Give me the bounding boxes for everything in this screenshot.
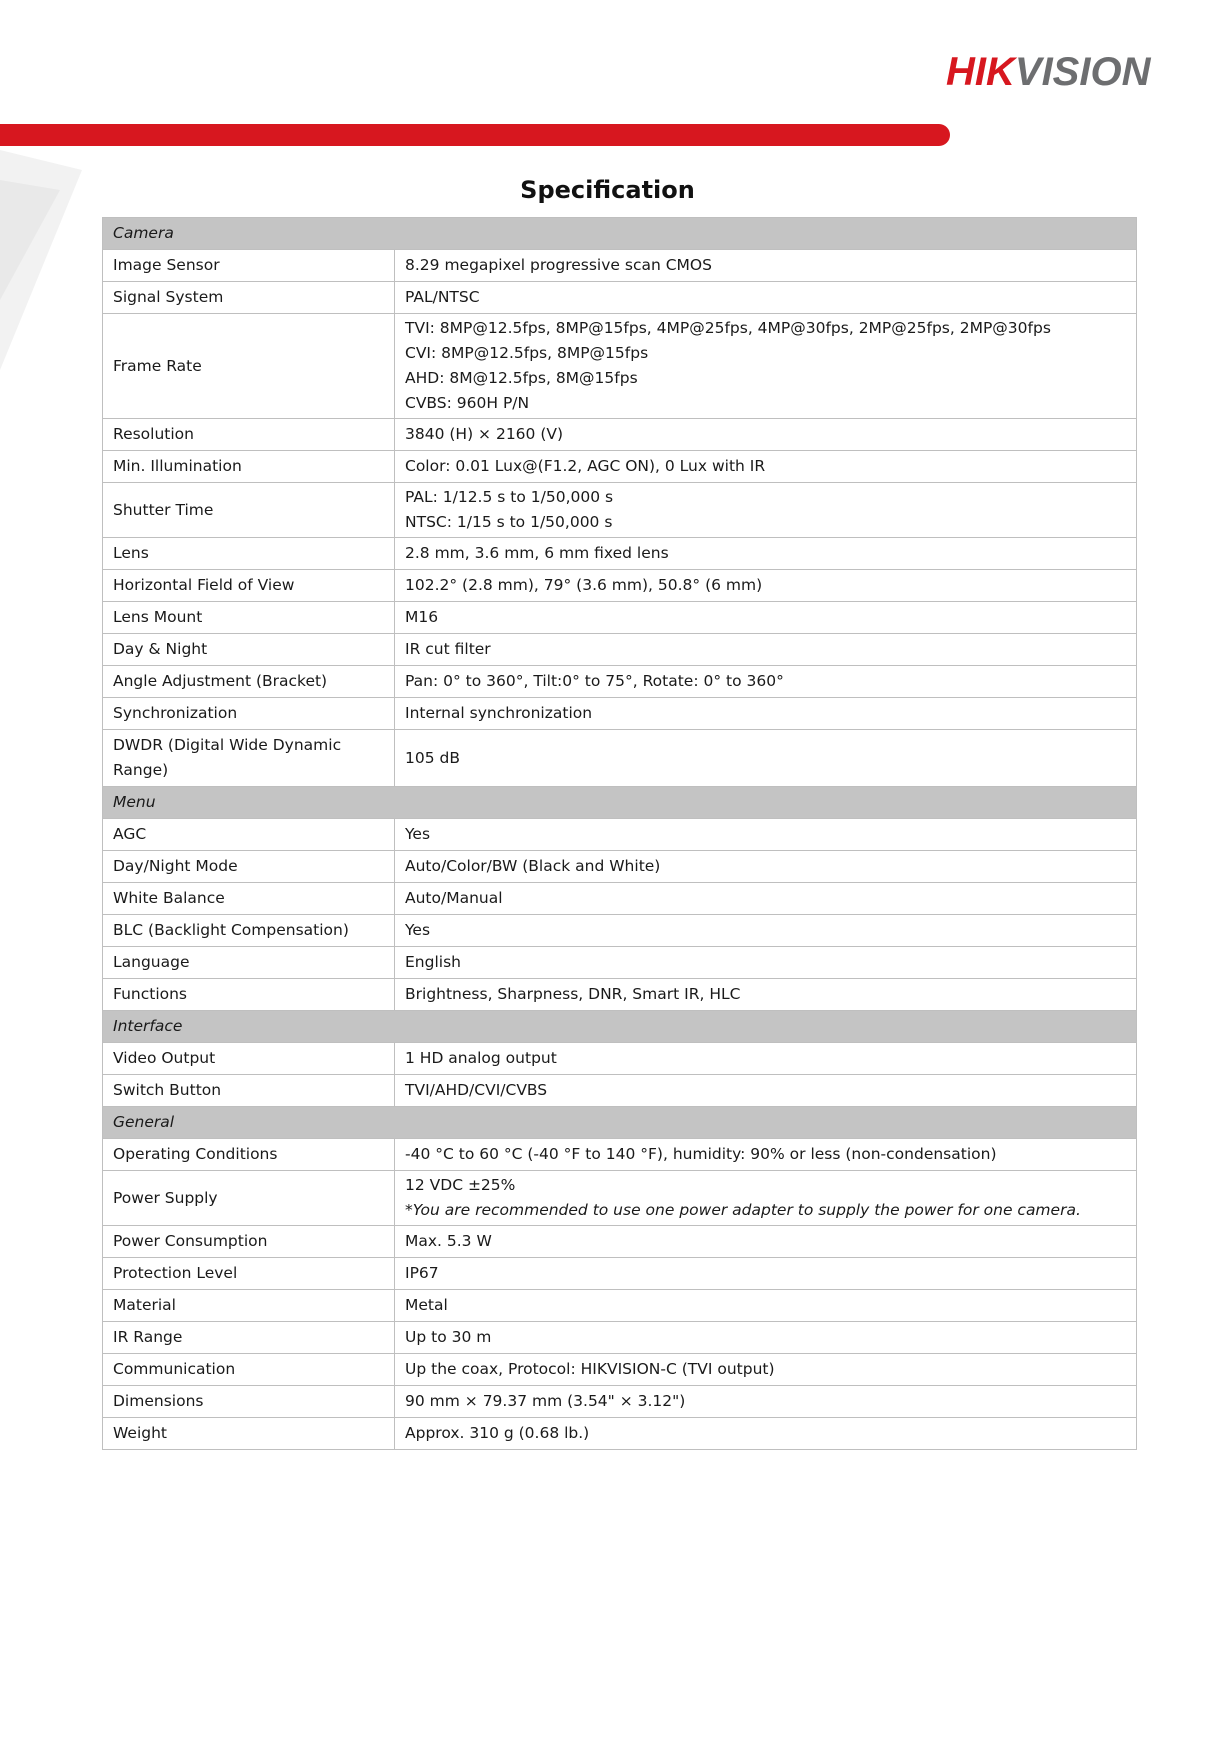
spec-value-cell bbox=[395, 915, 1137, 947]
spec-value-cell bbox=[395, 1139, 1137, 1171]
spec-row bbox=[103, 538, 1137, 570]
spec-row bbox=[103, 483, 1137, 538]
spec-row bbox=[103, 282, 1137, 314]
spec-row bbox=[103, 419, 1137, 451]
spec-value: PAL: 1/12.5 s to 1/50,000 s bbox=[405, 488, 614, 506]
spec-label: Day/Night Mode bbox=[103, 851, 395, 883]
spec-label: Resolution bbox=[103, 419, 395, 451]
spec-value-cell bbox=[395, 1386, 1137, 1418]
spec-label: Language bbox=[103, 947, 395, 979]
spec-label: BLC (Backlight Compensation) bbox=[103, 915, 395, 947]
spec-row bbox=[103, 250, 1137, 282]
spec-label: Day & Night bbox=[103, 634, 395, 666]
spec-label: Dimensions bbox=[103, 1386, 395, 1418]
spec-label: Power Supply bbox=[103, 1171, 395, 1226]
spec-value-cell bbox=[395, 1418, 1137, 1450]
spec-value-cell bbox=[395, 1354, 1137, 1386]
spec-value: 102.2° (2.8 mm), 79° (3.6 mm), 50.8° (6 mm) bbox=[405, 576, 763, 594]
section-header-row bbox=[103, 1011, 1137, 1043]
spec-value-cell bbox=[395, 538, 1137, 570]
header-red-bar bbox=[0, 124, 950, 146]
spec-row bbox=[103, 451, 1137, 483]
specification-table bbox=[102, 217, 1137, 1450]
spec-row bbox=[103, 666, 1137, 698]
spec-value: English bbox=[405, 953, 461, 971]
spec-row bbox=[103, 602, 1137, 634]
spec-label: Image Sensor bbox=[103, 250, 395, 282]
spec-value-cell bbox=[395, 698, 1137, 730]
section-header-row bbox=[103, 1107, 1137, 1139]
spec-label: IR Range bbox=[103, 1322, 395, 1354]
spec-value-cell bbox=[395, 634, 1137, 666]
spec-value-cell bbox=[395, 570, 1137, 602]
spec-value: IP67 bbox=[405, 1264, 439, 1282]
spec-value-cell bbox=[395, 1075, 1137, 1107]
spec-label: Communication bbox=[103, 1354, 395, 1386]
spec-row bbox=[103, 819, 1137, 851]
spec-row bbox=[103, 730, 1137, 787]
spec-value: IR cut filter bbox=[405, 640, 491, 658]
spec-label: AGC bbox=[103, 819, 395, 851]
spec-value: Up to 30 m bbox=[405, 1328, 492, 1346]
spec-row bbox=[103, 1043, 1137, 1075]
spec-value: Yes bbox=[405, 825, 431, 843]
spec-label: DWDR (Digital Wide Dynamic Range) bbox=[103, 730, 395, 787]
spec-value: Color: 0.01 Lux@(F1.2, AGC ON), 0 Lux with IR bbox=[405, 457, 766, 475]
spec-value-cell bbox=[395, 947, 1137, 979]
spec-row bbox=[103, 1075, 1137, 1107]
spec-row bbox=[103, 1354, 1137, 1386]
spec-label: Operating Conditions bbox=[103, 1139, 395, 1171]
spec-value-cell bbox=[395, 666, 1137, 698]
spec-value: Internal synchronization bbox=[405, 704, 593, 722]
spec-value: 1 HD analog output bbox=[405, 1049, 557, 1067]
spec-label: Switch Button bbox=[103, 1075, 395, 1107]
spec-value: Auto/Manual bbox=[405, 889, 503, 907]
spec-value-cell bbox=[395, 1290, 1137, 1322]
section-title: General bbox=[103, 1107, 1137, 1139]
section-header-row bbox=[103, 787, 1137, 819]
section-header-row bbox=[103, 218, 1137, 250]
spec-value: 105 dB bbox=[405, 748, 460, 767]
spec-note: *You are recommended to use one power adapter to supply the power for one camera. bbox=[405, 1201, 1081, 1219]
spec-label: White Balance bbox=[103, 883, 395, 915]
spec-value: 90 mm × 79.37 mm (3.54" × 3.12") bbox=[405, 1392, 686, 1410]
spec-value: Yes bbox=[405, 921, 431, 939]
spec-label: Lens bbox=[103, 538, 395, 570]
spec-label: Min. Illumination bbox=[103, 451, 395, 483]
spec-label: Power Consumption bbox=[103, 1226, 395, 1258]
spec-label: Signal System bbox=[103, 282, 395, 314]
spec-value: M16 bbox=[405, 608, 439, 626]
spec-row bbox=[103, 1322, 1137, 1354]
spec-label: Horizontal Field of View bbox=[103, 570, 395, 602]
section-title: Interface bbox=[103, 1011, 1137, 1043]
spec-value: CVBS: 960H P/N bbox=[405, 394, 530, 412]
spec-value-cell bbox=[395, 883, 1137, 915]
spec-value: TVI/AHD/CVI/CVBS bbox=[405, 1081, 548, 1099]
spec-value-cell bbox=[395, 1258, 1137, 1290]
spec-label: Protection Level bbox=[103, 1258, 395, 1290]
spec-value-cell bbox=[395, 419, 1137, 451]
spec-label: Functions bbox=[103, 979, 395, 1011]
spec-value: 3840 (H) × 2160 (V) bbox=[405, 425, 564, 443]
spec-row bbox=[103, 979, 1137, 1011]
spec-label: Lens Mount bbox=[103, 602, 395, 634]
spec-value: Up the coax, Protocol: HIKVISION-C (TVI output) bbox=[405, 1360, 775, 1378]
spec-row bbox=[103, 570, 1137, 602]
spec-value: CVI: 8MP@12.5fps, 8MP@15fps bbox=[405, 344, 649, 362]
spec-value-cell bbox=[395, 451, 1137, 483]
page-title: Specification bbox=[520, 176, 695, 204]
spec-value-cell bbox=[395, 602, 1137, 634]
logo-part-vision: VISION bbox=[1014, 50, 1151, 94]
spec-row bbox=[103, 883, 1137, 915]
spec-row bbox=[103, 1418, 1137, 1450]
spec-row bbox=[103, 1171, 1137, 1226]
spec-value-cell bbox=[395, 483, 1137, 538]
spec-value-cell bbox=[395, 1226, 1137, 1258]
spec-label: Angle Adjustment (Bracket) bbox=[103, 666, 395, 698]
spec-value: Approx. 310 g (0.68 lb.) bbox=[405, 1424, 590, 1442]
spec-label: Material bbox=[103, 1290, 395, 1322]
spec-row bbox=[103, 1258, 1137, 1290]
spec-value: 8.29 megapixel progressive scan CMOS bbox=[405, 256, 712, 274]
spec-value-cell bbox=[395, 1171, 1137, 1226]
spec-value-cell bbox=[395, 851, 1137, 883]
spec-value-cell bbox=[395, 819, 1137, 851]
spec-label: Frame Rate bbox=[103, 314, 395, 419]
spec-value: Auto/Color/BW (Black and White) bbox=[405, 857, 661, 875]
spec-row bbox=[103, 851, 1137, 883]
spec-value-cell bbox=[395, 979, 1137, 1011]
spec-row bbox=[103, 1386, 1137, 1418]
spec-value: 2.8 mm, 3.6 mm, 6 mm fixed lens bbox=[405, 544, 669, 562]
spec-value: TVI: 8MP@12.5fps, 8MP@15fps, 4MP@25fps, 4MP@30fps, 2MP@25fps, 2MP@30fps bbox=[405, 319, 1051, 337]
spec-row bbox=[103, 1226, 1137, 1258]
spec-value: AHD: 8M@12.5fps, 8M@15fps bbox=[405, 369, 638, 387]
spec-value: Pan: 0° to 360°, Tilt:0° to 75°, Rotate: 0° to 360° bbox=[405, 672, 784, 690]
hikvision-logo bbox=[946, 52, 1150, 92]
spec-value: PAL/NTSC bbox=[405, 288, 480, 306]
spec-value: -40 °C to 60 °C (-40 °F to 140 °F), humidity: 90% or less (non-condensation) bbox=[405, 1145, 997, 1163]
spec-value-cell bbox=[395, 1043, 1137, 1075]
spec-row bbox=[103, 698, 1137, 730]
spec-value: Metal bbox=[405, 1296, 448, 1314]
spec-value-cell bbox=[395, 250, 1137, 282]
logo-part-hik: HIK bbox=[946, 50, 1015, 94]
spec-row bbox=[103, 1139, 1137, 1171]
spec-label: Synchronization bbox=[103, 698, 395, 730]
spec-row bbox=[103, 947, 1137, 979]
spec-value: 12 VDC ±25% bbox=[405, 1176, 516, 1194]
spec-value: Max. 5.3 W bbox=[405, 1232, 492, 1250]
spec-value-cell bbox=[395, 730, 1137, 787]
spec-value-cell bbox=[395, 1322, 1137, 1354]
spec-value: NTSC: 1/15 s to 1/50,000 s bbox=[405, 513, 613, 531]
section-title: Camera bbox=[103, 218, 1137, 250]
section-title: Menu bbox=[103, 787, 1137, 819]
spec-label: Weight bbox=[103, 1418, 395, 1450]
spec-row bbox=[103, 915, 1137, 947]
spec-value-cell bbox=[395, 314, 1137, 419]
spec-row bbox=[103, 314, 1137, 419]
spec-row bbox=[103, 1290, 1137, 1322]
spec-row bbox=[103, 634, 1137, 666]
spec-label: Video Output bbox=[103, 1043, 395, 1075]
spec-value-cell bbox=[395, 282, 1137, 314]
spec-value: Brightness, Sharpness, DNR, Smart IR, HLC bbox=[405, 985, 741, 1003]
spec-label: Shutter Time bbox=[103, 483, 395, 538]
